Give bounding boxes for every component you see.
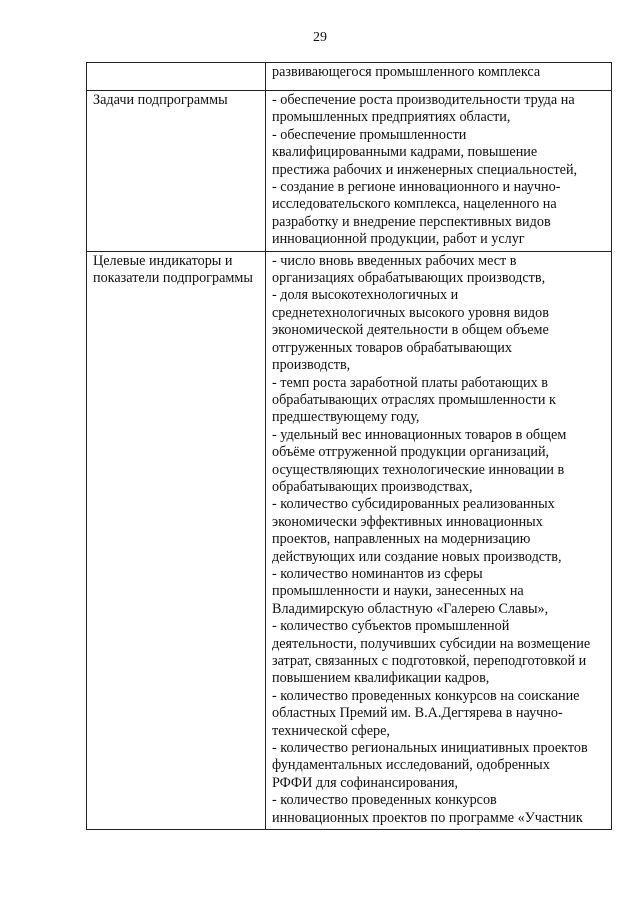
row-label-empty — [87, 63, 266, 91]
text-line: - количество проведенных конкурсов на соискание — [272, 687, 580, 704]
text-line: промышленных предприятиях области, — [272, 109, 511, 126]
table-row — [87, 91, 612, 252]
row-content-tasks — [266, 91, 612, 252]
text-line: затрат, связанных с подготовкой, переподготовкой и — [272, 653, 587, 669]
text-line: технической сфере, — [272, 722, 390, 739]
text-line: областных Премий им. В.А.Дегтярева в научно- — [272, 705, 563, 722]
text-line: - количество проведенных конкурсов — [272, 792, 497, 809]
text-line: производств, — [272, 357, 351, 374]
text-line: осуществляющих технологические инновации в — [272, 461, 565, 478]
text-line: разработку и внедрение перспективных видов — [272, 213, 551, 230]
text-line: Владимирскую областную «Галерею Славы», — [272, 600, 549, 617]
text-line: - темп роста заработной платы работающих в — [272, 374, 548, 391]
text-line: организациях обрабатывающих производств, — [272, 270, 546, 287]
text-line: обрабатывающих производствах, — [272, 478, 473, 495]
text-line: престижа рабочих и инженерных специальностей, — [272, 161, 578, 178]
text-line: объёме отгруженной продукции организаций, — [272, 444, 550, 461]
text-line: действующих или создание новых производств, — [272, 548, 562, 565]
row-content-indicators — [266, 251, 612, 829]
row-content — [266, 63, 612, 91]
text-line: обрабатывающих отраслях промышленности к — [272, 391, 556, 408]
text-line: исследовательского комплекса, нацеленного на — [272, 196, 557, 213]
text-line: фундаментальных исследований, одобренных — [272, 757, 550, 774]
text-line: - количество номинантов из сферы — [272, 565, 483, 582]
row-label-tasks: Задачи подпрограммы — [87, 91, 266, 252]
subprogram-passport-table — [86, 62, 612, 830]
table-row — [87, 251, 612, 829]
text-line: проектов, направленных на модернизацию — [272, 531, 531, 548]
text-line: - удельный вес инновационных товаров в общем — [272, 426, 567, 443]
text-line: инновационных проектов по программе «Участник — [272, 809, 583, 826]
text-line: инновационной продукции, работ и услуг — [272, 231, 525, 248]
page-number: 29 — [313, 30, 327, 45]
text-line: - создание в регионе инновационного и научно- — [272, 179, 561, 196]
row-label-indicators — [87, 251, 266, 829]
table-row — [87, 63, 612, 91]
text-line: - доля высокотехнологичных и — [272, 287, 459, 304]
text-line: среднетехнологичных высокого уровня видов — [272, 304, 549, 321]
text-line: промышленности и науки, занесенных на — [272, 583, 524, 600]
text-line: экономической деятельности в общем объеме — [272, 322, 549, 339]
text-line: - количество субъектов промышленной — [272, 618, 510, 635]
text-line: РФФИ для софинансирования, — [272, 774, 459, 791]
text-line: повышением квалификации кадров, — [272, 670, 490, 687]
text-line: - количество региональных инициативных проектов — [272, 740, 588, 757]
text-line: - обеспечение промышленности — [272, 126, 467, 143]
text-line: Целевые индикаторы и — [93, 252, 233, 269]
text-line: экономически эффективных инновационных — [272, 513, 543, 530]
text-line: - количество субсидированных реализованных — [272, 496, 555, 513]
text-line: деятельности, получивших субсидии на возмещение — [272, 635, 591, 652]
text-line: показатели подпрограммы — [93, 270, 253, 287]
text-line: - число вновь введенных рабочих мест в — [272, 252, 517, 269]
text-line: квалифицированными кадрами, повышение — [272, 144, 538, 161]
text-line: развивающегося промышленного комплекса — [272, 64, 541, 80]
text-line: отгруженных товаров обрабатывающих — [272, 339, 512, 356]
text-line: - обеспечение роста производительности труда на — [272, 92, 575, 108]
text-line: предшествующему году, — [272, 409, 420, 426]
